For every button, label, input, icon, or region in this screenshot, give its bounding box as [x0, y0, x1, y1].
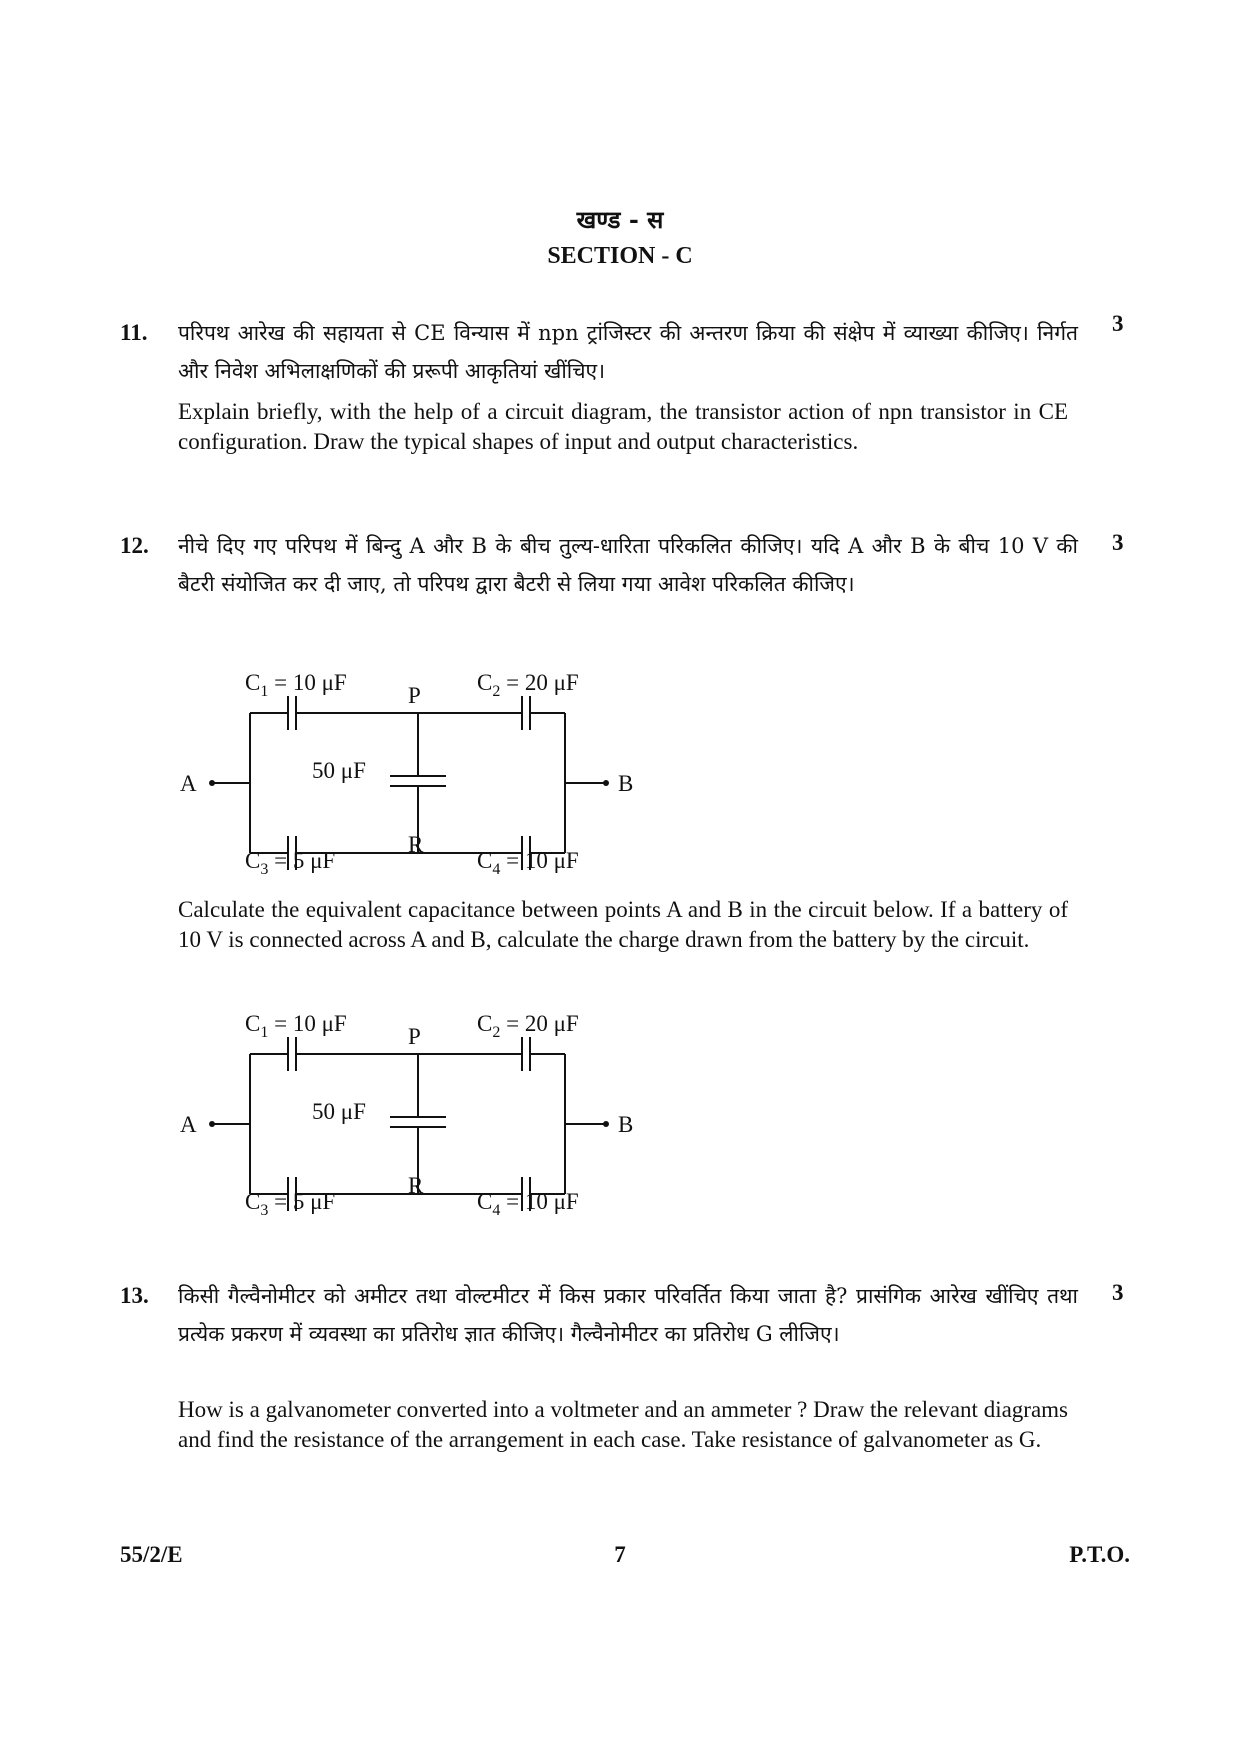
- capacitor-c1-label: $C_1 = 10$ μF: [245, 670, 347, 700]
- node-p-label: P: [408, 1024, 421, 1049]
- question-text-hindi-12: नीचे दिए गए परिपथ में बिन्दु A और B के बीच तुल्य-धारिता परिकलित कीजिए। यदि A और B के बीच 10 V की बैटरी संयोजित कर दी जाए, तो परिपथ द्वारा बैटरी से लिया गया आवेश परिकलित कीजिए।: [178, 534, 1078, 596]
- node-r-label: R: [408, 832, 424, 857]
- node-a-label: A: [180, 771, 197, 796]
- capacitor-c2-label: $C_2 = 20$ μF: [477, 1011, 579, 1041]
- question-text-english-12: Calculate the equivalent capacitance between points A and B in the circuit below. If a battery of 10 V is connected across A and B, calculate the charge drawn from the battery by the circuit.: [178, 897, 1068, 952]
- node-b-label: B: [618, 1112, 634, 1137]
- page-number: 7: [614, 1542, 626, 1567]
- node-r-label: R: [408, 1173, 424, 1198]
- question-marks-13: 3: [1112, 1280, 1124, 1305]
- section-title-english: SECTION - C: [547, 243, 693, 269]
- question-marks-12: 3: [1112, 530, 1124, 555]
- capacitor-c2-label: $C_2 = 20$ μF: [477, 670, 579, 700]
- node-b-label: B: [618, 771, 634, 796]
- question-number-13: 13.: [120, 1283, 149, 1308]
- capacitor-c5-label: 50 μF: [312, 1099, 366, 1124]
- question-marks-11: 3: [1112, 311, 1124, 336]
- question-number-11: 11.: [120, 320, 148, 345]
- question-number-12: 12.: [120, 533, 149, 558]
- capacitor-c3-label: $C_3 = 5$ μF: [245, 848, 336, 878]
- capacitor-c1-label: $C_1 = 10$ μF: [245, 1011, 347, 1041]
- paper-code: 55/2/E: [120, 1542, 183, 1567]
- question-text-hindi-13: किसी गैल्वैनोमीटर को अमीटर तथा वोल्टमीटर में किस प्रकार परिवर्तित किया जाता है? प्रासंगिक आरेख खींचिए तथा प्रत्येक प्रकरण में व्यवस्था का प्रतिरोध ज्ञात कीजिए। गैल्वैनोमीटर का प्रतिरोध G लीजिए।: [178, 1284, 1078, 1346]
- question-text-hindi-11: परिपथ आरेख की सहायता से CE विन्यास में npn ट्रांजिस्टर की अन्तरण क्रिया की संक्षेप में व्याख्या कीजिए। निर्गत और निवेश अभिलाक्षणिकों की प्ररूपी आकृतियां खींचिए।: [178, 321, 1078, 383]
- capacitor-c3-label: $C_3 = 5$ μF: [245, 1189, 336, 1219]
- please-turn-over: P.T.O.: [1069, 1542, 1130, 1567]
- capacitor-c5-label: 50 μF: [312, 758, 366, 783]
- capacitor-c4-label: $C_4 = 10$ μF: [477, 1189, 579, 1219]
- question-text-english-13: How is a galvanometer converted into a voltmeter and an ammeter ? Draw the relevant diagrams and find the resistance of the arrangement in each case. Take resistance of galvanometer as G.: [178, 1397, 1068, 1452]
- node-p-label: P: [408, 683, 421, 708]
- section-title-hindi: खण्ड - स: [576, 205, 664, 234]
- capacitor-c4-label: $C_4 = 10$ μF: [477, 848, 579, 878]
- question-text-english-11: Explain briefly, with the help of a circuit diagram, the transistor action of npn transistor in CE configuration. Draw the typical shapes of input and output characteristics.: [178, 399, 1068, 454]
- node-a-label: A: [180, 1112, 197, 1137]
